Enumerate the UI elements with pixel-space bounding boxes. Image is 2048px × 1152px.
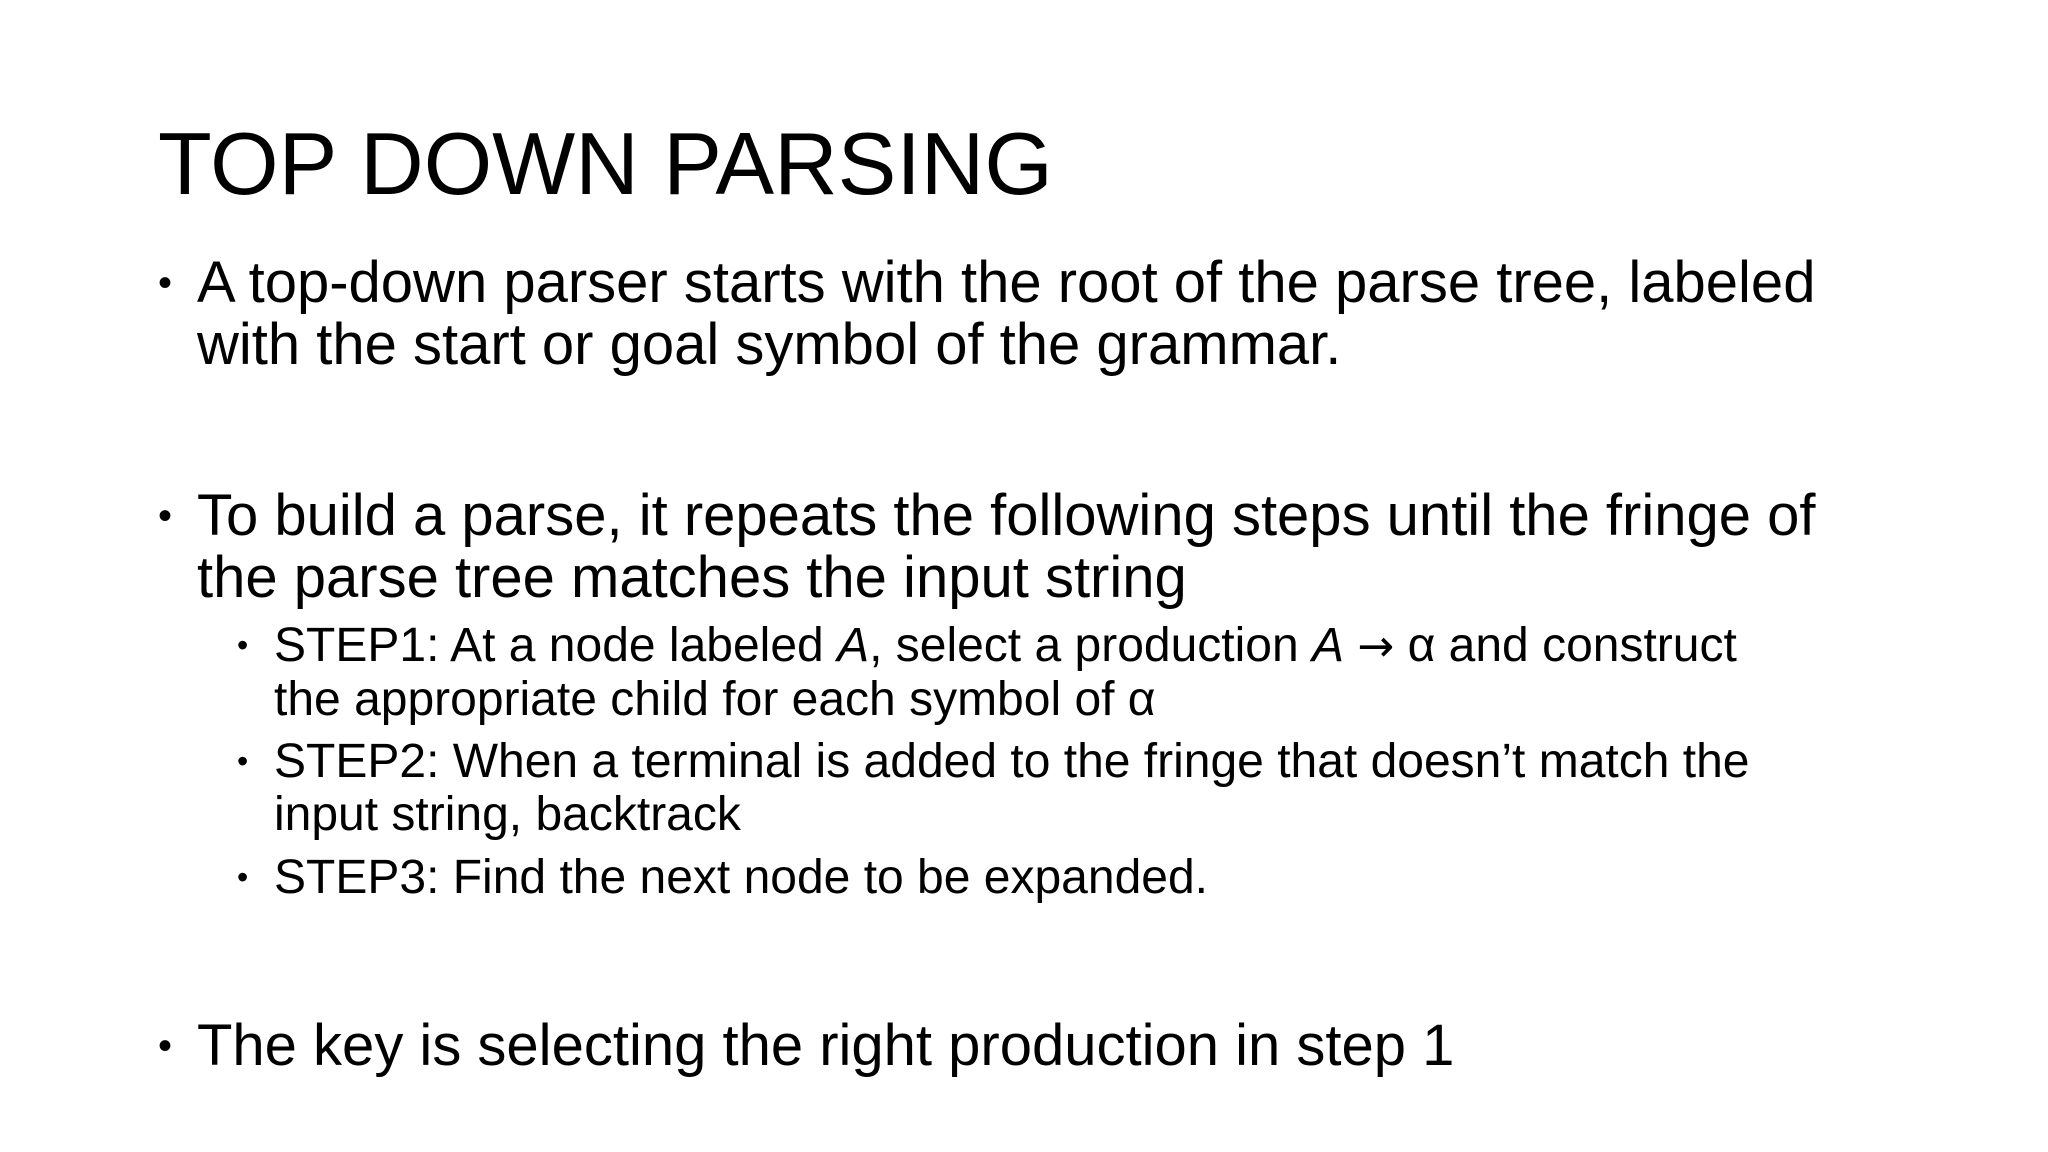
step1-var-a: A <box>837 619 870 672</box>
bullet-item <box>158 1015 1918 1077</box>
bullet-line: with the start or goal symbol of the grammar. <box>197 312 1342 377</box>
step2-line1: STEP2: When a terminal is added to the fringe that doesn’t match the <box>274 735 1750 788</box>
right-arrow-icon: → <box>1357 621 1395 672</box>
bullet-line: the parse tree matches the input string <box>197 545 1187 610</box>
bullet-item <box>158 485 1918 609</box>
bullet-dot-icon: • <box>158 494 173 538</box>
step1-line1 <box>274 619 1877 673</box>
step1-mid: , select a production <box>869 619 1312 672</box>
bullet-line: The key is selecting the right production in step 1 <box>197 1013 1455 1078</box>
bullet-dot-icon: • <box>158 1024 173 1068</box>
step1-text <box>274 619 1877 726</box>
bullet-dot-icon: • <box>158 261 173 305</box>
bullet-line: A top-down parser starts with the root of the parse tree, labeled <box>197 250 1816 315</box>
sub-bullet-dot-icon: • <box>237 627 249 663</box>
bullet-text <box>197 1015 1918 1077</box>
step3-line1: STEP3: Find the next node to be expanded. <box>274 851 1208 904</box>
step3-text <box>274 851 1877 904</box>
step1-line2: the appropriate child for each symbol of α <box>274 673 1156 726</box>
sub-bullet-dot-icon: • <box>237 743 249 779</box>
slide-title: TOP DOWN PARSING <box>158 114 1053 213</box>
step1-var-a2: A <box>1312 619 1345 672</box>
step1-prefix: STEP1: At a node labeled <box>274 619 838 672</box>
bullet-text <box>197 485 1918 609</box>
step2-text <box>274 735 1877 841</box>
step1-suffix: α and construct <box>1394 619 1737 672</box>
step3-item <box>237 851 1877 904</box>
step2-item <box>237 735 1877 841</box>
bullet-item <box>158 252 1918 376</box>
bullet-text <box>197 252 1918 376</box>
bullet-line: To build a parse, it repeats the following steps until the fringe of <box>197 483 1816 548</box>
sub-bullet-dot-icon: • <box>237 859 249 895</box>
step2-line2: input string, backtrack <box>274 788 741 841</box>
step1-item <box>237 619 1877 726</box>
